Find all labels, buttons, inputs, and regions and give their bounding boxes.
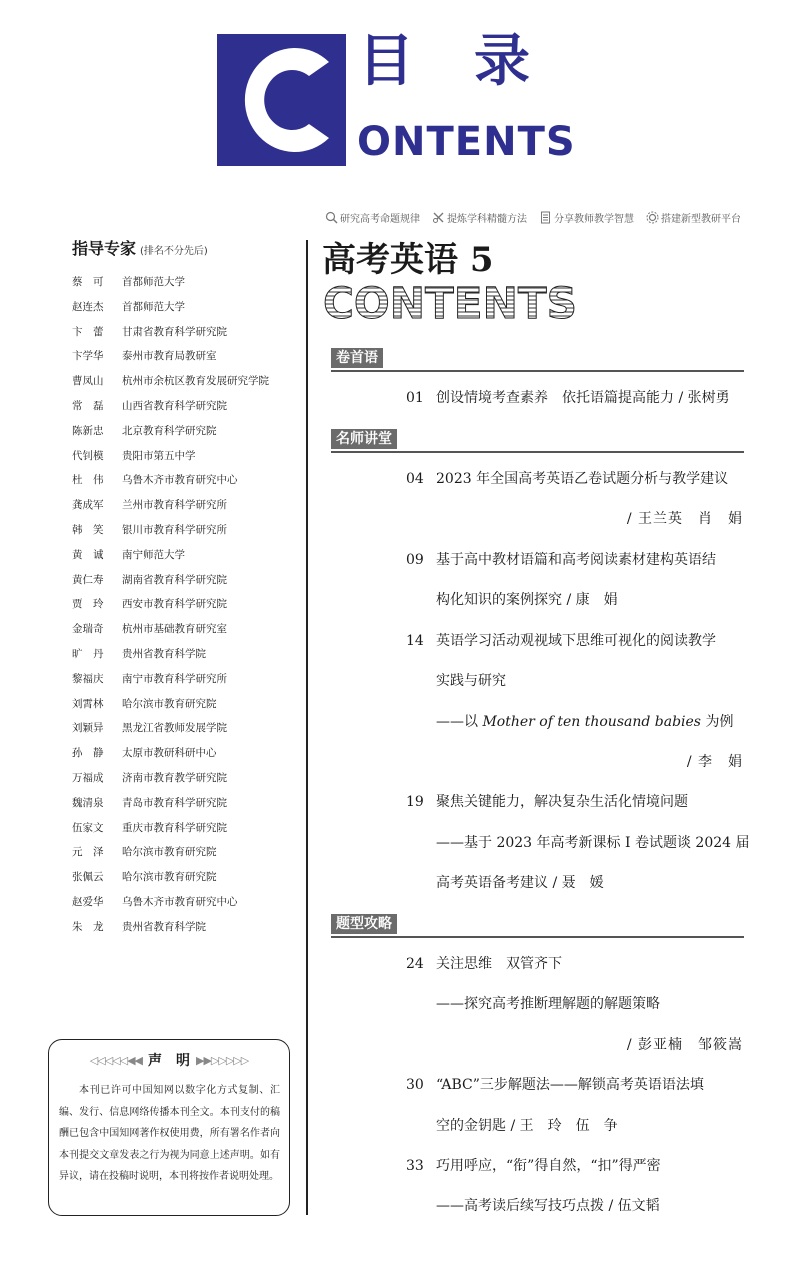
expert-row bbox=[72, 745, 302, 770]
expert-org: 杭州市基础教育研究室 bbox=[122, 623, 227, 636]
expert-org: 哈尔滨市教育研究院 bbox=[122, 697, 217, 710]
tagline-research: 研究高考命题规律 bbox=[325, 210, 420, 225]
title-en: ONTENTS bbox=[357, 119, 576, 165]
expert-name: 伍家文 bbox=[72, 821, 104, 834]
expert-org: 甘肃省教育科学研究院 bbox=[122, 325, 227, 338]
expert-org: 南宁师范大学 bbox=[122, 548, 185, 561]
expert-row bbox=[72, 720, 302, 745]
declaration-header bbox=[49, 1050, 289, 1070]
expert-org: 太原市教研科研中心 bbox=[122, 747, 217, 760]
expert-row bbox=[72, 547, 302, 572]
expert-name: 黄 诚 bbox=[72, 548, 104, 561]
document-icon bbox=[539, 211, 552, 224]
expert-org: 贵州省教育科学院 bbox=[122, 647, 206, 660]
experts-note: (排名不分先后) bbox=[140, 246, 208, 257]
section-label: 名师讲堂 bbox=[331, 429, 397, 449]
expert-org: 青岛市教育科学研究院 bbox=[122, 796, 227, 809]
column-divider bbox=[306, 240, 308, 1215]
expert-name: 黎福庆 bbox=[72, 672, 104, 685]
article-title[interactable]: 关注思维 双管齐下 bbox=[436, 956, 562, 972]
expert-name: 刘颖异 bbox=[72, 722, 104, 735]
taglines bbox=[325, 210, 741, 225]
article-subtitle: ——高考读后续写技巧点拨 / 伍文韬 bbox=[436, 1198, 660, 1214]
article-author: / 彭亚楠 邹筱嵩 bbox=[626, 1037, 743, 1053]
expert-name: 朱 龙 bbox=[72, 920, 104, 933]
expert-row bbox=[72, 448, 302, 473]
article-title-cont[interactable]: 空的金钥匙 / 王 玲 伍 争 bbox=[436, 1118, 618, 1134]
title-cn: 目录 bbox=[358, 29, 590, 94]
article-subtitle-cont: 高考英语备考建议 / 聂 媛 bbox=[436, 875, 604, 891]
expert-row bbox=[72, 497, 302, 522]
article-title[interactable]: 聚焦关键能力，解决复杂生活化情境问题 bbox=[436, 794, 688, 810]
expert-name: 赵爱华 bbox=[72, 895, 104, 908]
page-number: 04 bbox=[406, 471, 424, 487]
expert-name: 陈新忠 bbox=[72, 424, 104, 437]
expert-row bbox=[72, 844, 302, 869]
section-bar-juan bbox=[331, 348, 744, 372]
expert-row bbox=[72, 671, 302, 696]
article-title[interactable]: 2023 年全国高考英语乙卷试题分析与教学建议 bbox=[436, 471, 729, 487]
expert-name: 张佩云 bbox=[72, 871, 104, 884]
expert-name: 旷 丹 bbox=[72, 647, 104, 660]
expert-name: 黄仁寿 bbox=[72, 573, 104, 586]
expert-name: 常 磊 bbox=[72, 399, 104, 412]
section-label: 题型攻略 bbox=[331, 914, 397, 934]
expert-name: 龚成军 bbox=[72, 499, 104, 512]
article-title[interactable]: “ABC”三步解题法——解锁高考英语语法填 bbox=[436, 1077, 704, 1093]
tagline-refine: 提炼学科精髓方法 bbox=[432, 210, 527, 225]
expert-org: 乌鲁木齐市教育研究中心 bbox=[122, 474, 238, 487]
expert-name: 元 泽 bbox=[72, 846, 104, 859]
article-title-cont[interactable]: 实践与研究 bbox=[436, 673, 506, 689]
expert-name: 赵连杰 bbox=[72, 300, 104, 313]
expert-org: 山西省教育科学研究院 bbox=[122, 399, 227, 412]
gear-icon bbox=[646, 211, 659, 224]
expert-org: 贵州省教育科学院 bbox=[122, 920, 206, 933]
expert-row bbox=[72, 869, 302, 894]
contents-outline-text: CONTENTS bbox=[323, 282, 577, 324]
expert-name: 万福成 bbox=[72, 771, 104, 784]
expert-row bbox=[72, 299, 302, 324]
article-title[interactable]: 巧用呼应，“衔”得自然，“扣”得严密 bbox=[436, 1158, 661, 1174]
expert-name: 刘霄林 bbox=[72, 697, 104, 710]
expert-org: 首都师范大学 bbox=[122, 300, 185, 313]
expert-row bbox=[72, 472, 302, 497]
logo-c-glyph bbox=[217, 34, 346, 166]
expert-name: 贾 玲 bbox=[72, 598, 104, 611]
expert-row bbox=[72, 770, 302, 795]
journal-title: 高考英语 5 bbox=[322, 240, 494, 280]
expert-org: 北京教育科学研究院 bbox=[122, 424, 217, 437]
experts-list bbox=[72, 274, 302, 944]
expert-row bbox=[72, 522, 302, 547]
expert-org: 黑龙江省教师发展学院 bbox=[122, 722, 227, 735]
expert-row bbox=[72, 348, 302, 373]
experts-title: 指导专家 (排名不分先后) bbox=[72, 239, 208, 258]
declaration-title: 声 明 bbox=[148, 1053, 190, 1069]
page-number: 19 bbox=[406, 794, 424, 810]
expert-org: 乌鲁木齐市教育研究中心 bbox=[122, 895, 238, 908]
tagline-share: 分享教师教学智慧 bbox=[539, 210, 634, 225]
expert-org: 银川市教育科学研究所 bbox=[122, 523, 227, 536]
page-number: 30 bbox=[406, 1077, 424, 1093]
expert-row bbox=[72, 621, 302, 646]
expert-name: 卞学华 bbox=[72, 350, 104, 363]
article-title-cont[interactable]: 构化知识的案例探究 / 康 娟 bbox=[436, 592, 618, 608]
expert-name: 杜 伟 bbox=[72, 474, 104, 487]
expert-name: 韩 笑 bbox=[72, 523, 104, 536]
expert-name: 代钊模 bbox=[72, 449, 104, 462]
expert-org: 泰州市教育局教研室 bbox=[122, 350, 217, 363]
tagline-platform: 搭建新型教研平台 bbox=[646, 210, 741, 225]
article-subtitle: ——以 Mother of ten thousand babies 为例 bbox=[436, 714, 734, 730]
expert-org: 贵阳市第五中学 bbox=[122, 449, 196, 462]
expert-org: 兰州市教育科学研究所 bbox=[122, 499, 227, 512]
magnifier-icon bbox=[325, 211, 338, 224]
expert-name: 金瑞奇 bbox=[72, 623, 104, 636]
expert-org: 南宁市教育科学研究所 bbox=[122, 672, 227, 685]
article-subtitle: ——基于 2023 年高考新课标 Ⅰ 卷试题谈 2024 届 bbox=[436, 835, 750, 851]
expert-row bbox=[72, 324, 302, 349]
page-number: 14 bbox=[406, 633, 424, 649]
page-number: 24 bbox=[406, 956, 424, 972]
section-label: 卷首语 bbox=[331, 348, 383, 368]
expert-row bbox=[72, 423, 302, 448]
expert-row bbox=[72, 596, 302, 621]
contents-outline-word bbox=[323, 282, 583, 328]
page-number: 33 bbox=[406, 1158, 424, 1174]
expert-row bbox=[72, 398, 302, 423]
expert-name: 卞 蕾 bbox=[72, 325, 104, 338]
contents-outline-graphic bbox=[323, 282, 583, 324]
expert-org: 西安市教育科学研究院 bbox=[122, 598, 227, 611]
article-author: / 王兰英 肖 娟 bbox=[626, 511, 743, 527]
expert-org: 哈尔滨市教育研究院 bbox=[122, 846, 217, 859]
expert-org: 杭州市余杭区教育发展研究学院 bbox=[122, 375, 269, 388]
article-title[interactable]: 基于高中教材语篇和高考阅读素材建构英语结 bbox=[436, 552, 716, 568]
expert-name: 魏清泉 bbox=[72, 796, 104, 809]
expert-row bbox=[72, 820, 302, 845]
expert-org: 济南市教育教学研究院 bbox=[122, 771, 227, 784]
expert-row bbox=[72, 646, 302, 671]
section-bar-mingshi bbox=[331, 429, 744, 453]
page-number: 09 bbox=[406, 552, 424, 568]
expert-name: 蔡 可 bbox=[72, 276, 104, 288]
right-arrows-icon: ▶▶▷▷▷▷▷ bbox=[196, 1053, 249, 1067]
expert-row bbox=[72, 795, 302, 820]
expert-org: 湖南省教育科学研究院 bbox=[122, 573, 227, 586]
expert-row bbox=[72, 894, 302, 919]
tools-icon bbox=[432, 211, 445, 224]
article-title[interactable]: 创设情境考查素养 依托语篇提高能力 / 张树勇 bbox=[436, 390, 730, 406]
section-bar-tixing bbox=[331, 914, 744, 938]
article-title[interactable]: 英语学习活动观视域下思维可视化的阅读教学 bbox=[436, 633, 716, 649]
expert-org: 首都师范大学 bbox=[122, 276, 185, 288]
logo-c-block bbox=[217, 34, 346, 166]
declaration-text: 本刊已许可中国知网以数字化方式复制、汇编、发行、信息网络传播本刊全文。本刊支付的稿酬已包含中国知网著作权使用费，所有署名作者向本刊提交文章发表之行为视为同意上述声明。如有异议，请在投稿时说明，本刊将按作者说明处理。 bbox=[59, 1085, 280, 1182]
expert-name: 曹凤山 bbox=[72, 375, 104, 388]
expert-org: 哈尔滨市教育研究院 bbox=[122, 871, 217, 884]
expert-org: 重庆市教育科学研究院 bbox=[122, 821, 227, 834]
expert-row bbox=[72, 696, 302, 721]
expert-row bbox=[72, 274, 302, 299]
expert-name: 孙 静 bbox=[72, 747, 104, 760]
declaration-box bbox=[48, 1039, 290, 1216]
expert-row bbox=[72, 373, 302, 398]
left-arrows-icon: ◁◁◁◁◁◀◀ bbox=[89, 1053, 142, 1067]
expert-row bbox=[72, 572, 302, 597]
expert-row bbox=[72, 919, 302, 944]
article-subtitle: ——探究高考推断理解题的解题策略 bbox=[436, 996, 660, 1012]
article-author: / 李 娟 bbox=[686, 754, 743, 770]
page-number: 01 bbox=[406, 390, 424, 406]
